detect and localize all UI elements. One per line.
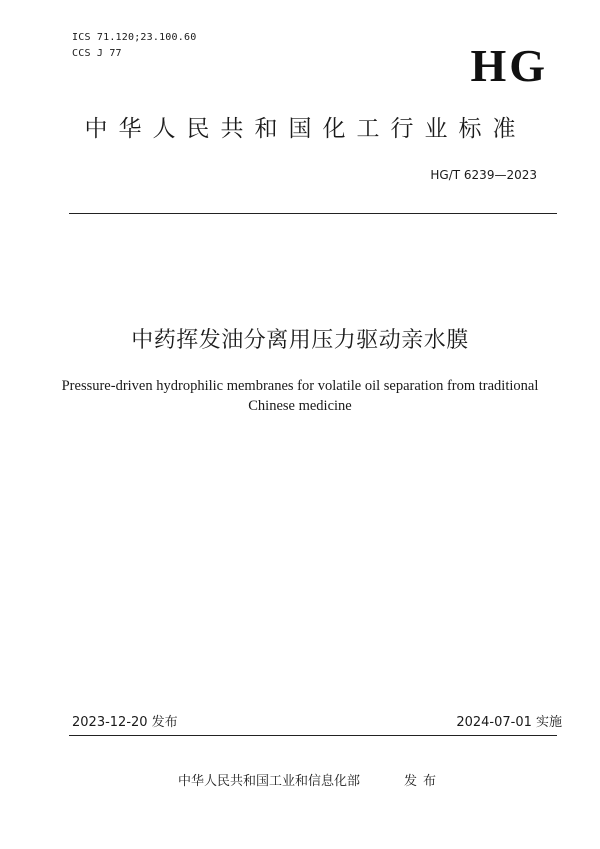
standard-number: HG/T 6239—2023 — [430, 168, 537, 182]
publish-label: 发布 — [404, 774, 443, 789]
implementation-date: 2024-07-01 实施 — [456, 715, 562, 730]
document-title-chinese: 中药挥发油分离用压力驱动亲水膜 — [131, 328, 469, 353]
document-title-english — [60, 376, 540, 416]
classification-codes — [72, 30, 196, 62]
top-divider — [69, 213, 557, 214]
issue-date: 2023-12-20 发布 — [72, 715, 178, 730]
publisher-name: 中华人民共和国工业和信息化部 — [178, 774, 361, 789]
ics-code: ICS 71.120;23.100.60 — [72, 32, 197, 43]
english-title-line-1: Pressure-driven hydrophilic membranes for volatile oil separation from traditional — [61, 378, 539, 394]
english-title-line-2: Chinese medicine — [248, 398, 352, 414]
industry-standard-title: 中华人民共和国化工行业标准 — [84, 116, 527, 142]
bottom-divider — [69, 735, 557, 736]
hg-logo: HG — [470, 40, 548, 91]
ccs-code: CCS J 77 — [72, 48, 122, 59]
